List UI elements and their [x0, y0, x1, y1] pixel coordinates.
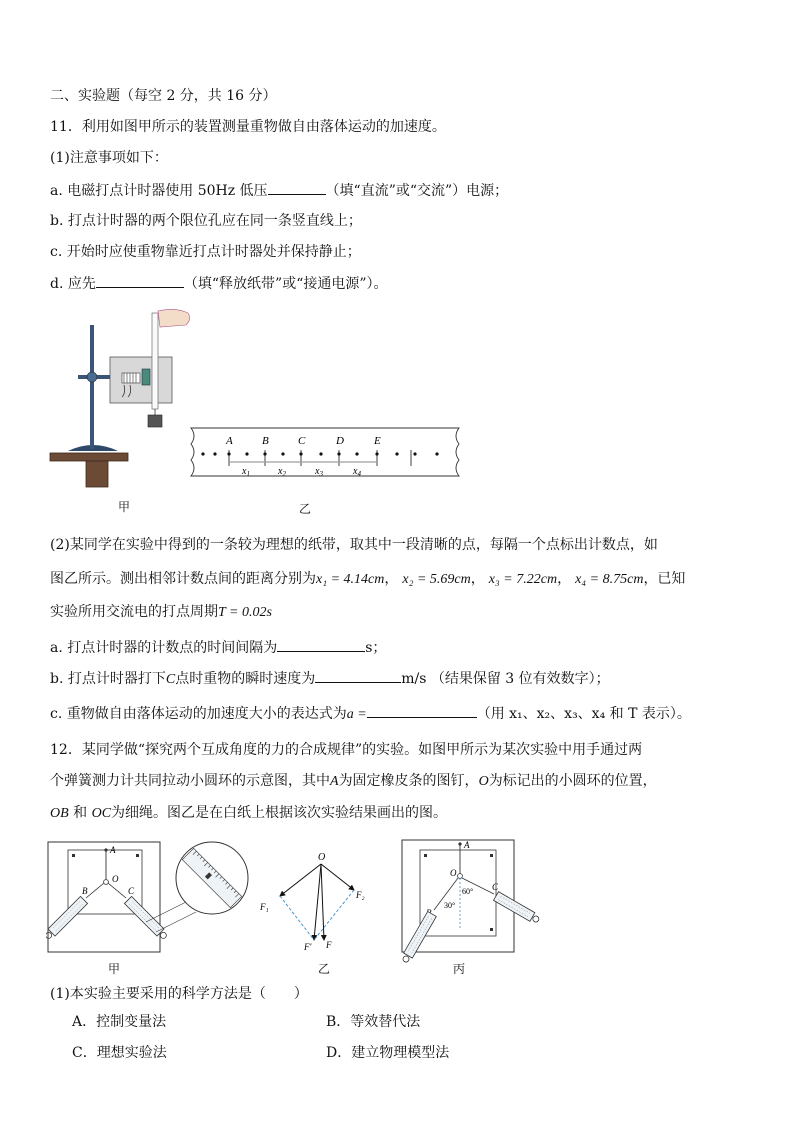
q12-line2-post: 为标记出的小圆环的位置，: [488, 773, 657, 789]
q11-item-b: b. 打点计时器的两个限位孔应在同一条竖直线上；: [50, 213, 362, 229]
tape-span-label: $x_3$: [315, 466, 323, 478]
fig-yi-label-O: O: [318, 852, 326, 863]
q12-fig-yi: [258, 848, 378, 958]
q12-line2: [50, 771, 657, 792]
q12-part1: (1)本实验主要采用的科学方法是（ ）: [50, 986, 308, 1002]
q11-d-post: （填“释放纸带”或“接通电源”）。: [183, 276, 388, 292]
x1-value: x₁ = 4.14cm: [316, 572, 385, 587]
paper-tape-vertical: [152, 313, 158, 409]
tape-dot: [245, 452, 248, 455]
board-outline: [48, 842, 160, 952]
q12-fig-jia: [46, 838, 258, 962]
tape-span-label: $x_4$: [353, 466, 361, 478]
q11-part2-line3: [50, 602, 272, 623]
bing-left-spring-scale: [400, 912, 436, 965]
q12-line3-post: 为细绳。图乙是在白纸上根据该次实验结果画出的图。: [111, 805, 448, 821]
q12-fig-bing-caption: 丙: [453, 962, 466, 976]
q12-line2-pre: 个弹簧测力计共同拉动小圆环的示意图，其中: [50, 773, 330, 789]
q11-part2-b: [50, 668, 610, 690]
q11-stem: 11．利用如图甲所示的装置测量重物做自由落体运动的加速度。: [50, 119, 446, 135]
fig-yi-caption: 乙: [299, 502, 312, 516]
fig-yi-label-Fp: F′: [304, 942, 312, 952]
weight-icon: [148, 415, 162, 427]
q12-line3: [50, 803, 447, 824]
q11-qc-a: a =: [346, 707, 367, 722]
fig-bing-label-A: A: [464, 840, 470, 850]
fig-jia-label-A: A: [110, 845, 116, 855]
x2-value: x₂ = 5.69cm: [402, 572, 471, 587]
fig-yi-label-F: F: [326, 940, 332, 950]
option-c[interactable]: C．理想实验法: [72, 1045, 167, 1061]
option-b[interactable]: B．等效替代法: [326, 1014, 421, 1030]
q12-fig-jia-caption: 甲: [108, 962, 121, 976]
q11-a-post: （填“直流”或“交流”）电源；: [325, 183, 509, 199]
q11-p2-line3-pre: 实验所用交流电的打点周期: [50, 604, 218, 620]
tape-dot: [435, 452, 438, 455]
period-value: T = 0.02s: [218, 605, 272, 620]
q11-d-blank[interactable]: [96, 273, 184, 288]
fig-jia-label-O: O: [112, 874, 119, 884]
fig-bing-angle-60: 60°: [462, 887, 474, 896]
q12-A: A: [330, 774, 339, 789]
q11-part2-a: [50, 637, 386, 658]
tape-label-D: D: [336, 435, 344, 447]
tape-label-B: B: [262, 435, 269, 447]
hand-icon: [158, 309, 190, 327]
stand-rod: [90, 325, 94, 449]
q11-qc-pre: c. 重物做自由落体运动的加速度大小的表达式为: [50, 706, 347, 722]
q12-fig-yi-caption: 乙: [318, 962, 331, 976]
q12-line2-mid: 为固定橡皮条的图钉，: [338, 773, 479, 789]
tape-span-label: $x_2$: [278, 466, 286, 478]
q11-qa-post: s；: [365, 640, 387, 656]
right-spring-scale: [124, 896, 169, 941]
q11-p2-post: ，已知: [643, 571, 686, 587]
tape-label-A: A: [226, 435, 233, 447]
q12-and: 和: [73, 805, 88, 821]
tape-label-E: E: [374, 435, 381, 447]
q11-qb-C: C: [165, 672, 176, 687]
fig-yi-label-F2: F₂: [356, 890, 365, 900]
q11-p2-pre: 图乙所示。测出相邻计数点间的距离分别为: [50, 571, 316, 587]
fig-jia-label-B: B: [82, 886, 88, 896]
fig-jia-label-C: C: [128, 886, 135, 896]
section-title: 二、实验题（每空 2 分，共 16 分）: [50, 88, 277, 104]
q12-O: O: [478, 774, 489, 789]
tape-dot: [201, 452, 204, 455]
tape-dot: [213, 452, 216, 455]
q11-item-c: c. 开始时应使重物靠近打点计时器处并保持静止；: [50, 244, 361, 260]
tape-label-C: C: [298, 435, 306, 447]
q11-part2-line1: (2)某同学在实验中得到的一条较为理想的纸带，取其中一段清晰的点，每隔一个点标出计数点，如: [50, 537, 658, 553]
q11-qa-pre: a. 打点计时器的计数点的时间间隔为: [50, 640, 278, 656]
table-top: [50, 453, 128, 461]
q11-qa-blank[interactable]: [277, 637, 365, 652]
q11-qb-blank[interactable]: [315, 668, 401, 683]
q11-qc-post: （用 x₁、x₂、x₃、x₄ 和 T 表示）。: [476, 706, 691, 722]
bing-right-spring-scale: [494, 892, 541, 925]
q11-qb-mid: 点时重物的瞬时速度为: [175, 671, 316, 687]
option-a[interactable]: A．控制变量法: [72, 1014, 167, 1030]
fig-yi-label-F1: F₁: [260, 902, 269, 912]
q12-OC: OC: [91, 806, 112, 821]
q11-part2-c: [50, 703, 691, 725]
q11-qb-post: m/s （结果保留 3 位有效数字）；: [401, 671, 610, 687]
q11-part1-title: (1)注意事项如下：: [50, 150, 168, 166]
paper-tape-figure: [183, 422, 465, 490]
timer-coil: [122, 373, 140, 383]
q12-OB: OB: [50, 806, 69, 821]
q11-item-d: [50, 273, 388, 294]
tape-dot: [281, 452, 284, 455]
q11-a-blank[interactable]: [268, 180, 326, 195]
tape-span-label: $x_1$: [242, 466, 250, 478]
q11-d-pre: d. 应先: [50, 276, 96, 292]
q12-line1: 12．某同学做“探究两个互成角度的力的合成规律”的实验。如图甲所示为某次实验中用手通过两: [50, 742, 643, 758]
x4-value: x₄ = 8.75cm: [575, 572, 644, 587]
x3-value: x₃ = 7.22cm: [488, 572, 558, 587]
fig-bing-label-O: O: [450, 868, 457, 878]
clamp-knob: [87, 372, 97, 382]
table-leg: [86, 461, 108, 487]
q11-qc-blank[interactable]: [367, 703, 477, 718]
q11-qb-pre: b. 打点计时器打下: [50, 671, 166, 687]
fig-jia-caption: 甲: [118, 500, 131, 514]
tape-dot: [413, 452, 416, 455]
apparatus-figure: [48, 305, 198, 495]
timer-board: [110, 357, 172, 403]
q11-part2-line2: 图乙所示。测出相邻计数点间的距离分别为x₁ = 4.14cm， x₂ = 5.69cm， x₃ = 7.22cm， x₄ = 8.75cm，已知: [50, 571, 686, 587]
tape-dot: [319, 452, 322, 455]
fig-bing-angle-30: 30°: [444, 901, 456, 910]
option-d[interactable]: D．建立物理模型法: [326, 1045, 450, 1061]
vibrator-icon: [142, 369, 150, 385]
q11-a-pre: a. 电磁打点计时器使用 50Hz 低压: [50, 183, 268, 199]
tape-dot: [355, 452, 358, 455]
fig-bing-label-C: C: [492, 882, 499, 892]
left-spring-scale: [46, 896, 88, 941]
q11-item-a: [50, 180, 508, 201]
tape-dot: [395, 452, 398, 455]
q12-fig-bing: [398, 836, 548, 966]
